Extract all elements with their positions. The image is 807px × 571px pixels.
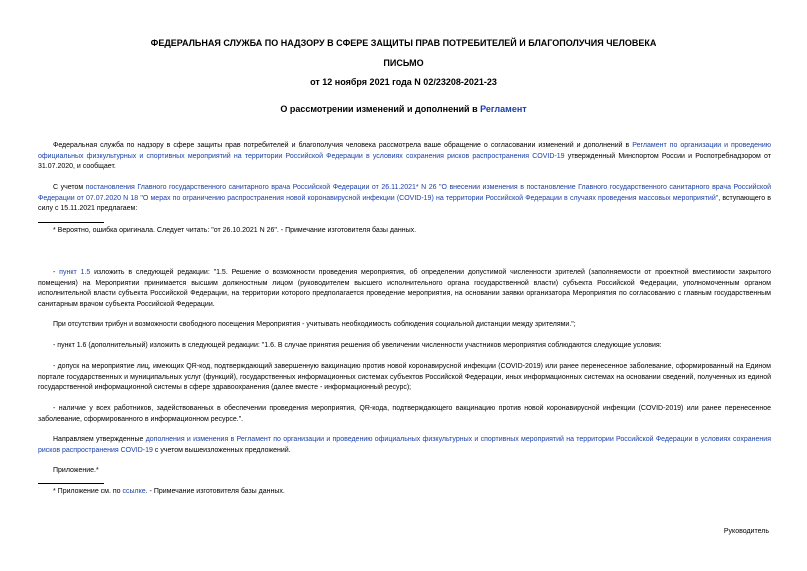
subject-prefix: О рассмотрении изменений и дополнений в: [280, 104, 478, 114]
attachment-link[interactable]: ссылке: [122, 488, 146, 495]
paragraph-text: , вступающего в силу с 15.11.2021 предлагаем:: [38, 194, 771, 212]
paragraph-text: С учетом: [53, 184, 84, 191]
reglament-link[interactable]: Регламент по организации и проведению официальных физкультурных и спортивных мероприятий на территории Российской Федерации в условиях сохранения рисков распространения COVID-19: [38, 142, 772, 160]
footnote-rule: [38, 222, 104, 223]
paragraph-point-1-5: [38, 268, 771, 310]
paragraph-text: -: [53, 269, 56, 276]
document-type: ПИСЬМО: [383, 58, 424, 68]
agency-title: ФЕДЕРАЛЬНАЯ СЛУЖБА ПО НАДЗОРУ В СФЕРЕ ЗАЩИТЫ ПРАВ ПОТРЕБИТЕЛЕЙ И БЛАГОПОЛУЧИЯ ЧЕЛОВЕКА: [150, 38, 657, 48]
paragraph-text: с учетом вышеизложенных предложений.: [154, 446, 291, 454]
paragraph-text: Федеральная служба по надзору в сфере защиты прав потребителей и благополучия человека рассмотрела ваше обращение о согласовании изменений и дополнений в: [53, 142, 630, 149]
footnote-2: [53, 487, 285, 497]
point-1-5-link[interactable]: пункт 1.5: [59, 269, 91, 276]
paragraph-intro: [38, 141, 771, 173]
footnote-text: . - Примечание изготовителя базы данных.: [145, 488, 285, 495]
signature: Руководитель: [723, 528, 769, 535]
paragraph-point-1-6: - пункт 1.6 (дополнительный) изложить в следующей редакции: "1.6. В случае принятия решения об увеличении численности участников мероприятия соблюдаются следующие условия:: [53, 342, 662, 349]
document-subject: [0, 104, 807, 114]
paragraph-text: изложить в следующей редакции: "1.5. Решение о возможности проведения мероприятия, об определении допустимой численности зрителей (заполняемости от проектной вместимости закрытого помещения) на Мероприятии принимается высшим должностным лицом (руководителем высшего исполнительного органа государственной власти) субъекта Российской Федерации, уполномоченным органом исполнительной власти субъекта Российской Федерации, на территории которого предполагается проведение мероприятия, на основании заявки организатора Мероприятия по согласованию с главным государственным санитарным врачом субъекта Российской Федерации.: [38, 269, 771, 308]
footnote-rule: [38, 483, 104, 484]
paragraph-qr-admission: - допуск на мероприятие лиц, имеющих QR-код, подтверждающий завершенную вакцинацию против новой коронавирусной инфекции (COVID-2019) или ранее перенесенное заболевание, сформированный на Едином портале государственных и муниципальных услуг (функций), государственных информационных системах субъектов Российской Федерации, иных информационных системах на основании сведений, полученных из единой государственной информационной системы в сфере здравоохранения (далее вместе - информационный ресурс);: [38, 363, 771, 391]
paragraph-no-stands: При отсутствии трибун и возможности свободного посещения Мероприятия - учитывать необходимость соблюдения социальной дистанции между зрителями.";: [53, 321, 576, 328]
document-date-number: от 12 ноября 2021 года N 02/23208-2021-23: [310, 77, 497, 87]
resolution-link[interactable]: постановления Главного государственного санитарного врача Российской Федерации от 26.11.2021* N 26 "О внесении изменения в постановление Главного государственного санитарного врача Российской Федерации от 07.07.2020 N 18 "О мерах по ограничению распространения новой коронавирусной инфекции (COVID-19) на территории Российской Федерации в случаях проведения массовых мероприятий": [38, 184, 771, 202]
footnote-text: * Приложение см. по: [53, 488, 121, 495]
paragraph-qr-staff: - наличие у всех работников, задействованных в обеспечении проведения мероприятия, QR-кода, подтверждающего вакцинацию против новой коронавирусной инфекции (COVID-2019) или ранее перенесенное заболевание, сформированного в информационном ресурсе.".: [38, 405, 771, 423]
subject-link[interactable]: Регламент: [480, 104, 527, 114]
paragraph-considering: [38, 183, 771, 215]
paragraph-sending: [38, 435, 771, 456]
footnote-1: * Вероятно, ошибка оригинала. Следует читать: "от 26.10.2021 N 26". - Примечание изготовителя базы данных.: [53, 227, 417, 234]
paragraph-text: Направляем утвержденные: [53, 436, 144, 443]
paragraph-text: утвержденный Минспортом России и Роспотребнадзором от 31.07.2020, и сообщает.: [38, 152, 771, 170]
amendments-link[interactable]: дополнения и изменения в Регламент по организации и проведению официальных физкультурных и спортивных мероприятий на территории Российской Федерации в условиях сохранения рисков распространения COVID-19: [38, 436, 771, 454]
paragraph-attachment: Приложение.*: [53, 467, 99, 474]
